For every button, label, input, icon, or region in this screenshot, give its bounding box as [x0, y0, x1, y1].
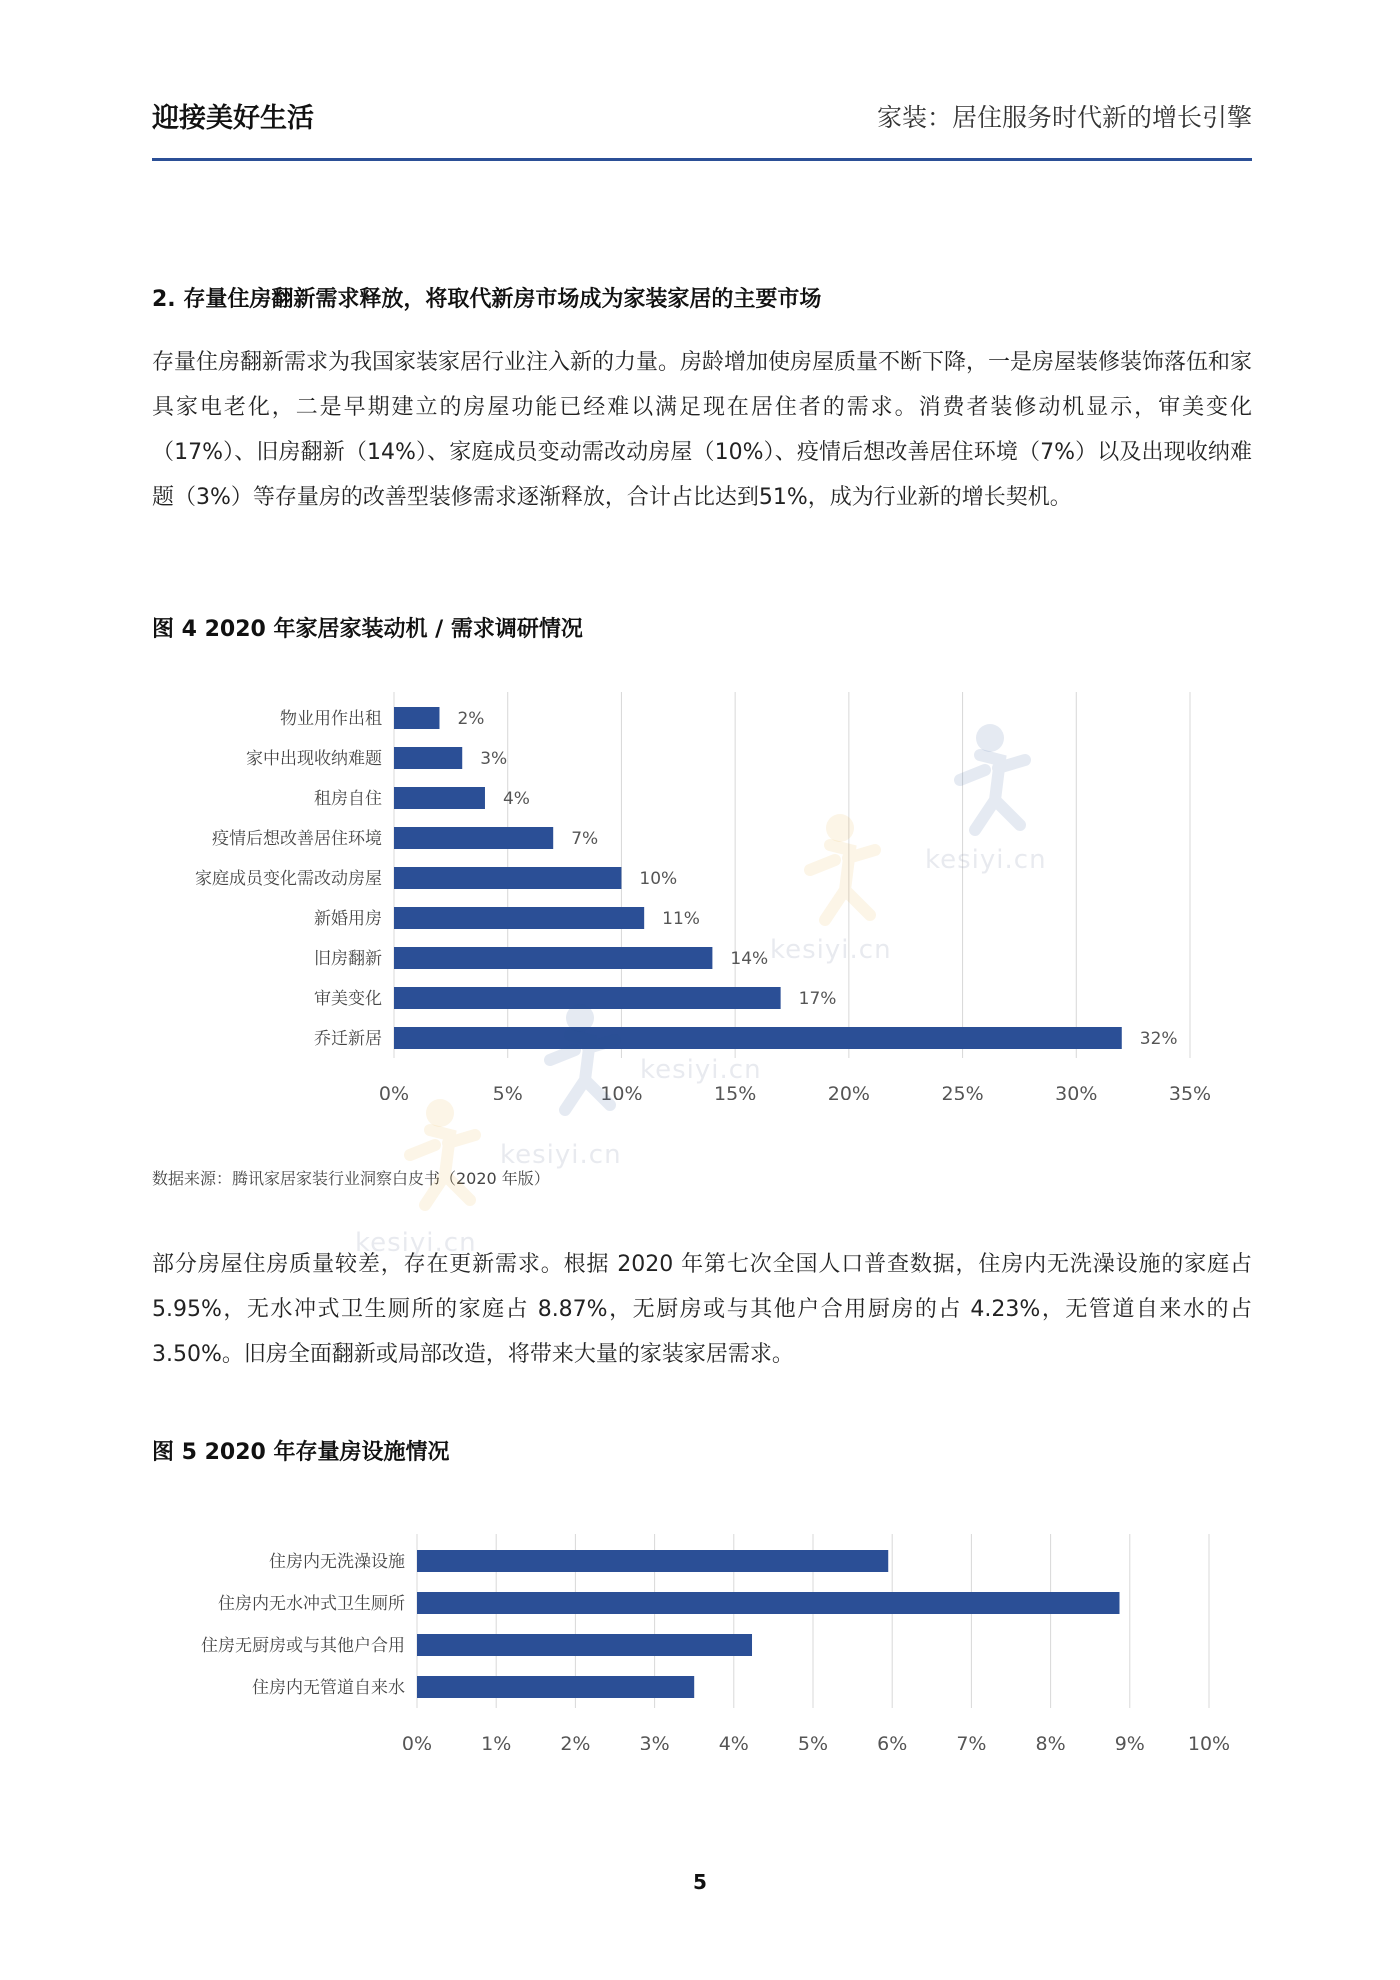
x-tick-label: 6% [877, 1733, 908, 1750]
bar [394, 787, 485, 809]
x-tick-label: 5% [492, 1083, 523, 1100]
category-label: 住房内无水冲式卫生厕所 [218, 1594, 405, 1614]
document-running-title: 家装：居住服务时代新的增长引擎 [876, 103, 1252, 132]
body-paragraph-1: 存量住房翻新需求为我国家装家居行业注入新的力量。房龄增加使房屋质量不断下降，一是房屋装修装饰落伍和家具家电老化，二是早期建立的房屋功能已经难以满足现在居住者的需求。消费者装修动机显示，审美变化（17%）、旧房翻新（14%）、家庭成员变动需改动房屋（10%）、疫情后想改善居住环境（7%）以及出现收纳难题（3%）等存量房的改善型装修需求逐渐释放，合计占比达到51%，成为行业新的增长契机。 [152, 350, 1253, 510]
category-label: 新婚用房 [314, 909, 382, 929]
bar [417, 1550, 888, 1572]
category-label: 物业用作出租 [280, 709, 382, 729]
category-label: 住房内无洗澡设施 [269, 1552, 405, 1572]
category-label: 审美变化 [314, 989, 382, 1009]
category-label: 住房内无管道自来水 [252, 1678, 405, 1698]
x-tick-label: 20% [827, 1083, 870, 1100]
document-brand-title: 迎接美好生活 [152, 103, 314, 134]
bar [394, 947, 712, 969]
data-label: 11% [662, 909, 700, 929]
x-tick-label: 35% [1168, 1083, 1212, 1100]
watermark-text: kesiyi.cn [770, 935, 892, 965]
category-label: 住房无厨房或与其他户合用 [201, 1636, 405, 1656]
bar [394, 987, 781, 1009]
category-label: 家中出现收纳难题 [246, 749, 382, 769]
data-label: 14% [730, 949, 769, 969]
data-label: 32% [1139, 1029, 1178, 1049]
x-tick-label: 5% [797, 1733, 829, 1750]
watermark-text: kesiyi.cn [500, 1140, 622, 1170]
figure-5-bar-chart [0, 1520, 1400, 1750]
figure-4-bar-chart [0, 680, 1400, 1100]
bar [394, 907, 644, 929]
x-tick-label: 4% [718, 1733, 749, 1750]
body-paragraph-2: 部分房屋住房质量较差，存在更新需求。根据 2020 年第七次全国人口普查数据，住房内无洗澡设施的家庭占 5.95%，无水冲式卫生厕所的家庭占 8.87%，无厨房或与其他户合用厨房的占 4.23%，无管道自来水的占 3.50%。旧房全面翻新或局部改造，将带来大量的家装家居需求。 [152, 1252, 1252, 1367]
data-label: 10% [639, 869, 678, 889]
figure-5-title: 图 5 2020 年存量房设施情况 [152, 1440, 450, 1465]
category-label: 家庭成员变化需改动房屋 [195, 869, 382, 889]
bar [417, 1676, 694, 1698]
bar [394, 867, 621, 889]
category-label: 疫情后想改善居住环境 [212, 829, 382, 849]
x-tick-label: 15% [714, 1083, 757, 1100]
data-label: 2% [457, 709, 485, 729]
data-label: 4% [502, 789, 530, 809]
x-tick-label: 0% [401, 1733, 433, 1750]
bar [394, 747, 462, 769]
bar [394, 1027, 1122, 1049]
x-tick-label: 2% [560, 1733, 591, 1750]
x-tick-label: 10% [1187, 1733, 1231, 1750]
x-tick-label: 30% [1055, 1083, 1098, 1100]
bar [417, 1634, 752, 1656]
x-tick-label: 1% [481, 1733, 512, 1750]
category-label: 乔迁新居 [314, 1029, 382, 1049]
x-tick-label: 10% [600, 1083, 643, 1100]
x-tick-label: 3% [639, 1733, 670, 1750]
watermark-text: kesiyi.cn [355, 1228, 477, 1258]
category-label: 旧房翻新 [314, 949, 382, 969]
section-heading: 2. 存量住房翻新需求释放，将取代新房市场成为家装家居的主要市场 [152, 287, 822, 312]
x-tick-label: 0% [378, 1083, 410, 1100]
data-label: 7% [571, 829, 599, 849]
bar [394, 827, 553, 849]
watermark-runner-icon [380, 1095, 490, 1215]
data-label: 17% [798, 989, 837, 1009]
x-tick-label: 9% [1114, 1733, 1145, 1750]
x-tick-label: 8% [1035, 1733, 1066, 1750]
bar [417, 1592, 1120, 1614]
page-number: 5 [693, 1870, 707, 1894]
figure-4-source-note: 数据来源：腾讯家居家装行业洞察白皮书（2020 年版） [152, 1169, 550, 1188]
figure-4-title: 图 4 2020 年家居家装动机 / 需求调研情况 [152, 617, 583, 642]
x-tick-label: 7% [956, 1733, 987, 1750]
watermark-text: kesiyi.cn [640, 1055, 762, 1085]
x-tick-label: 25% [941, 1083, 984, 1100]
watermark-text: kesiyi.cn [925, 845, 1047, 875]
data-label: 3% [480, 749, 508, 769]
header-divider [152, 158, 1252, 161]
category-label: 租房自住 [314, 789, 382, 809]
bar [394, 707, 439, 729]
